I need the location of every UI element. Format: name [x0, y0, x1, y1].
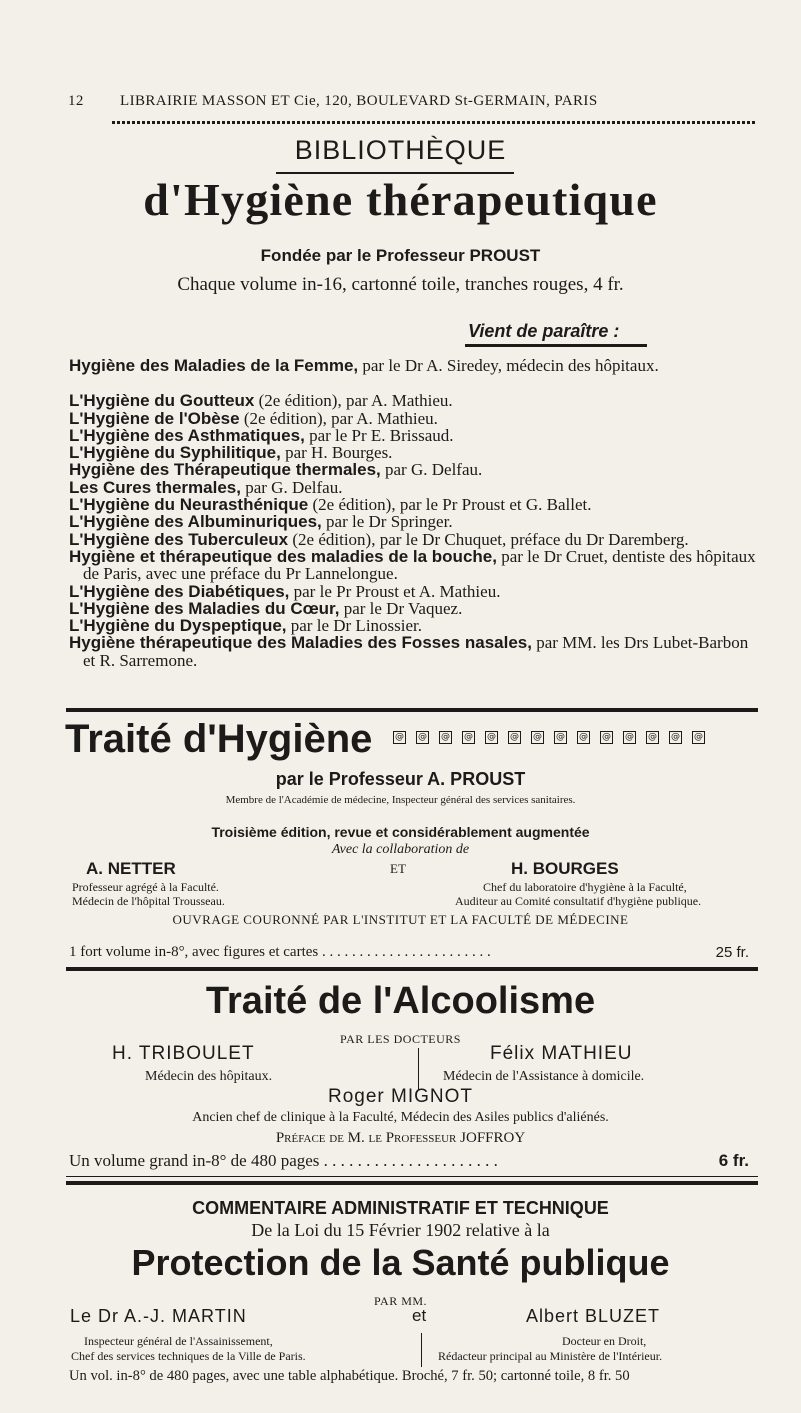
book-author: par le Dr Cruet, dentiste des hôpitaux de Paris, avec une préface du Pr Lannelongue. [83, 546, 756, 584]
ornament-row [393, 731, 705, 744]
author-divider [421, 1333, 422, 1367]
list-item [69, 531, 759, 548]
role-bluzet-2: Rédacteur principal au Ministère de l'Intérieur. [438, 1349, 663, 1363]
bibliotheque-title: BIBLIOTHÈQUE [294, 135, 507, 165]
ornament-icon: @ [510, 732, 519, 742]
book-title: L'Hygiène des Tuberculeux [69, 529, 289, 549]
role-bluzet: Docteur en Droit, [562, 1334, 647, 1348]
ornament-icon: @ [671, 732, 680, 742]
book-title: Les Cures thermales, [69, 477, 241, 497]
vient-de-paraitre: Vient de paraître : [468, 321, 620, 341]
traite-edition: Troisième édition, revue et considérablement augmentée [211, 824, 590, 840]
ornament-icon: @ [395, 732, 404, 742]
series-title: d'Hygiène thérapeutique [143, 174, 658, 225]
ornament-icon: @ [579, 732, 588, 742]
list-item [69, 461, 759, 478]
header-text: LIBRAIRIE MASSON ET Cie, 120, BOULEVARD St-GERMAIN, PARIS [120, 93, 598, 109]
list-item [69, 513, 759, 530]
traite-member: Membre de l'Académie de médecine, Inspecteur général des services sanitaires. [225, 794, 576, 806]
book-title: L'Hygiène des Maladies du Cœur, [69, 598, 340, 618]
role-triboulet: Médecin des hôpitaux. [145, 1069, 273, 1084]
book-author: par le Dr Vaquez. [339, 598, 463, 618]
collab-left-role: Professeur agrégé à la Faculté. [72, 880, 219, 894]
list-item [69, 583, 759, 600]
book-author: par H. Bourges. [280, 443, 393, 463]
couronne-line: OUVRAGE COURONNÉ PAR L'INSTITUT ET LA FACULTÉ DE MÉDECINE [172, 912, 629, 927]
list-item [69, 496, 759, 513]
book-author: par le Dr Linossier. [286, 616, 423, 636]
wavy-divider [112, 121, 757, 124]
alcoolisme-preface: Préface de M. le Professeur JOFFROY [275, 1130, 526, 1146]
author-divider [418, 1048, 419, 1090]
traite-hygiene-title: Traité d'Hygiène [65, 717, 373, 761]
alcoolisme-title: Traité de l'Alcoolisme [205, 980, 596, 1022]
book-title: L'Hygiène du Syphilitique, [69, 443, 281, 463]
list-item [69, 357, 759, 374]
ornament-icon: @ [441, 732, 450, 742]
vient-underline [465, 344, 647, 347]
book-title: L'Hygiène des Diabétiques, [69, 581, 290, 601]
book-title: L'Hygiène des Asthmatiques, [69, 425, 305, 445]
ornament-icon: @ [556, 732, 565, 742]
book-author: par G. Delfau. [240, 477, 343, 497]
page-number: 12 [68, 93, 84, 109]
list-item [69, 479, 759, 496]
list-item [69, 634, 759, 669]
list-item [69, 600, 759, 617]
book-title: Hygiène et thérapeutique des maladies de la bouche, [69, 546, 497, 566]
traite-format [69, 944, 749, 961]
founded-by: Fondée par le Professeur PROUST [260, 246, 541, 265]
ornament-icon: @ [418, 732, 427, 742]
author-bluzet: Albert BLUZET [526, 1306, 661, 1326]
ornament-icon: @ [487, 732, 496, 742]
section-rule [66, 708, 758, 712]
book-author: (2e édition), par A. Mathieu. [254, 391, 453, 411]
commentaire-format: Un vol. in-8° de 480 pages, avec une table alphabétique. Broché, 7 fr. 50; cartonné toile, 8 fr. 50 [69, 1368, 630, 1384]
list-item [69, 410, 759, 427]
collab-right-role-2: Auditeur au Comité consultatif d'hygiène publique. [455, 894, 702, 908]
role-mignot: Ancien chef de clinique à la Faculté, Médecin des Asiles publics d'aliénés. [192, 1110, 609, 1125]
collab-et: ET [390, 861, 406, 876]
section-rule [66, 1176, 758, 1177]
format-text: Un volume grand in-8° de 480 pages . . . . . . . . . . . . . . . . . . . . . [69, 1151, 498, 1170]
alcoolisme-par: PAR LES DOCTEURS [340, 1032, 461, 1046]
book-title: L'Hygiène du Neurasthénique [69, 495, 309, 515]
commentaire-title: COMMENTAIRE ADMINISTRATIF ET TECHNIQUE [192, 1198, 609, 1218]
ornament-icon: @ [602, 732, 611, 742]
ornament-icon: @ [464, 732, 473, 742]
role-mathieu: Médecin de l'Assistance à domicile. [443, 1069, 645, 1084]
book-author: (2e édition), par A. Mathieu. [239, 408, 438, 428]
commentaire-loi: De la Loi du 15 Février 1902 relative à la [251, 1220, 550, 1240]
section-rule-thick [66, 1181, 758, 1185]
book-list [69, 357, 759, 669]
author-triboulet: H. TRIBOULET [112, 1043, 255, 1064]
role-martin: Inspecteur général de l'Assainissement, [84, 1334, 273, 1348]
volume-info: Chaque volume in-16, cartonné toile, tranches rouges, 4 fr. [177, 274, 624, 295]
book-title: Hygiène des Maladies de la Femme, [69, 356, 359, 375]
format-text: 1 fort volume in-8°, avec figures et cartes . . . . . . . . . . . . . . . . . . . . . . . [69, 944, 491, 960]
author-mathieu: Félix MATHIEU [490, 1043, 633, 1064]
book-author: par le Dr A. Siredey, médecin des hôpitaux. [358, 356, 659, 375]
price: 25 fr. [715, 944, 749, 961]
role-martin-2: Chef des services techniques de la Ville de Paris. [71, 1349, 306, 1363]
author-martin: Le Dr A.-J. MARTIN [70, 1306, 247, 1326]
book-author: (2e édition), par le Dr Chuquet, préface du Dr Daremberg. [288, 529, 689, 549]
collab-right-name: H. BOURGES [511, 859, 619, 878]
collab-right-role: Chef du laboratoire d'hygiène à la Faculté, [483, 880, 687, 894]
book-author: par G. Delfau. [380, 460, 483, 480]
list-item [69, 548, 759, 583]
commentaire-par: PAR MM. [373, 1294, 428, 1308]
book-title: L'Hygiène du Dyspeptique, [69, 616, 287, 636]
book-title: Hygiène thérapeutique des Maladies des Fosses nasales, [69, 633, 532, 653]
book-author: par le Pr E. Brissaud. [304, 425, 454, 445]
author-mignot: Roger MIGNOT [327, 1086, 474, 1107]
ornament-icon: @ [625, 732, 634, 742]
book-author: (2e édition), par le Pr Proust et G. Ballet. [308, 495, 592, 515]
book-title: L'Hygiène du Goutteux [69, 391, 255, 411]
list-item [69, 392, 759, 409]
book-title: L'Hygiène des Albuminuriques, [69, 512, 322, 532]
ornament-icon: @ [533, 732, 542, 742]
traite-author: par le Professeur A. PROUST [275, 769, 526, 789]
book-author: par le Pr Proust et A. Mathieu. [289, 581, 501, 601]
book-title: L'Hygiène de l'Obèse [69, 408, 240, 428]
list-item [69, 444, 759, 461]
book-title: Hygiène des Thérapeutique thermales, [69, 460, 381, 480]
traite-collab: Avec la collaboration de [331, 842, 470, 857]
list-item [69, 617, 759, 634]
ornament-icon: @ [648, 732, 657, 742]
protection-title: Protection de la Santé publique [131, 1242, 670, 1283]
book-author: par le Dr Springer. [321, 512, 453, 532]
ornament-icon: @ [694, 732, 703, 742]
list-item [69, 427, 759, 444]
collab-left-name: A. NETTER [86, 859, 176, 878]
collab-left-role-2: Médecin de l'hôpital Trousseau. [72, 894, 225, 908]
commentaire-et: et [412, 1306, 427, 1325]
book-author: par MM. les Drs Lubet-Barbon et R. Sarremone. [83, 633, 749, 670]
section-rule [66, 967, 758, 971]
alcoolisme-format [69, 1151, 749, 1171]
price: 6 fr. [718, 1151, 749, 1170]
